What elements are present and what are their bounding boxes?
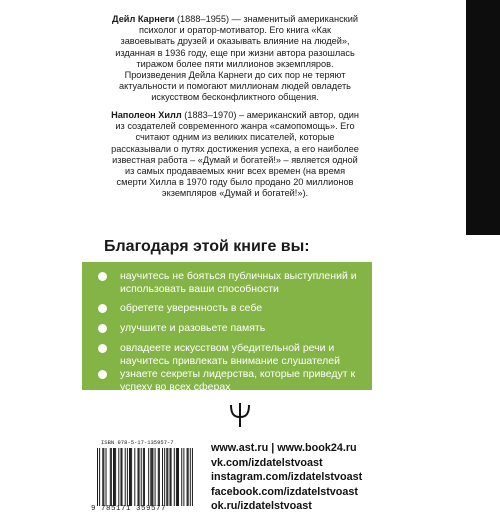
barcode-bar [190,448,191,506]
barcode-bar [148,448,149,506]
decorative-black-bar [466,0,500,235]
barcode-bar [159,448,160,506]
barcode-bar [122,448,123,506]
bullet-dot-icon [98,324,107,333]
barcode-bar [188,448,189,506]
barcode-bar [144,448,145,506]
barcode-bar [106,448,107,506]
barcode-bar [131,448,132,506]
barcode-bar [118,448,119,506]
benefit-text: узнаете секреты лидерства, которые приведут к успеху во всех сферах [120,368,356,393]
barcode-bar [143,448,144,506]
barcode-bar [141,448,142,506]
bio-hill [111,110,359,200]
benefits-panel [82,262,372,393]
barcode-bar [127,448,128,506]
bullet-dot-icon [98,272,107,281]
barcode-bar [115,448,116,506]
barcode-bar [110,448,111,506]
publisher-links [211,441,362,514]
benefit-text: овладеете искусством убедительной речи и научитесь привлекать внимание слушателей [120,342,340,367]
isbn-label: ISBN 978-5-17-135957-7 [101,439,174,446]
barcode-bar [138,448,139,506]
barcode-bar [164,448,165,506]
bio-carnegie-text: (1888–1955) — знаменитый американский психолог и оратор-мотиватор. Его книга «Как завоевывать друзей и оказывать влияние на людей», изданная в 1936 году, еще при жизни автора разошлась тиражом более пяти миллионов экземпляров. Произведения Дейла Карнеги до сих пор не теряют актуальности и помогают миллионам людей овладеть искусством бесконфликтного общения. [115,14,358,103]
psi-logo-icon [229,402,251,428]
barcode-bar [103,448,104,506]
link-ok[interactable]: ok.ru/izdatelstvoast [211,500,312,513]
barcode-bar [167,448,168,506]
bio-carnegie [111,14,359,104]
barcode-bar [158,448,159,506]
barcode-bars [97,448,193,506]
link-facebook[interactable]: facebook.com/izdatelstvoast [211,485,359,498]
barcode-bar [176,448,177,506]
barcode-bar [187,448,188,506]
barcode-bar [155,448,156,506]
barcode-number: 9 785171 359577 [91,505,167,513]
barcode-bar [177,448,178,506]
link-book24[interactable]: www.book24.ru [277,442,357,454]
barcode-bar [113,448,114,506]
barcode-bar [111,448,112,506]
bullet-dot-icon [98,304,107,313]
barcode-bar [192,448,193,506]
link-separator: | [268,442,278,454]
barcode-bar [171,448,172,506]
barcode-bar [129,448,130,506]
barcode-bar [183,448,184,506]
link-ast[interactable]: www.ast.ru [211,442,269,454]
bio-hill-text: (1883–1970) – американский автор, один из создателей современного жанра «самопомощь». Его считают одним из великих писателей, которые рассказывали о путях достижения успеха, а его наиболее известная работа – «Думай и богатей!» – является одной из самых продаваемых книг всех времен (на время смерти Хилла в 1970 году было продано 20 миллионов экземпляров «Думай и богатей!»). [111,110,359,199]
barcode [87,439,195,517]
barcode-bar [114,448,115,506]
barcode-bar [139,448,140,506]
barcode-bar [181,448,182,506]
links-line-websites [211,441,362,456]
barcode-bar [170,448,171,506]
benefit-text: научитесь не бояться публичных выступлений и использовать ваши способности [120,270,357,295]
barcode-bar [151,448,152,506]
barcode-bar [130,448,131,506]
barcode-bar [178,448,179,506]
author-name-carnegie: Дейл Карнеги [112,14,175,24]
barcode-bar [99,448,100,506]
link-vk[interactable]: vk.com/izdatelstvoast [211,456,323,469]
bullet-dot-icon [98,370,107,379]
link-instagram[interactable]: instagram.com/izdatelstvoast [211,471,363,484]
barcode-bar [166,448,167,506]
barcode-bar [97,448,98,506]
barcode-bar [102,448,103,506]
benefit-text: обретете уверенность в себе [120,302,263,314]
author-name-hill: Наполеон Хилл [111,110,182,120]
barcode-bar [150,448,151,506]
bullet-dot-icon [98,344,107,353]
barcode-bar [120,448,121,506]
barcode-bar [152,448,153,506]
benefits-heading: Благодаря этой книге вы: [104,238,310,255]
benefit-text: улучшите и разовьете память [120,322,266,334]
barcode-bar [174,448,175,506]
barcode-bar [162,448,163,506]
barcode-bar [134,448,135,506]
barcode-bar [125,448,126,506]
